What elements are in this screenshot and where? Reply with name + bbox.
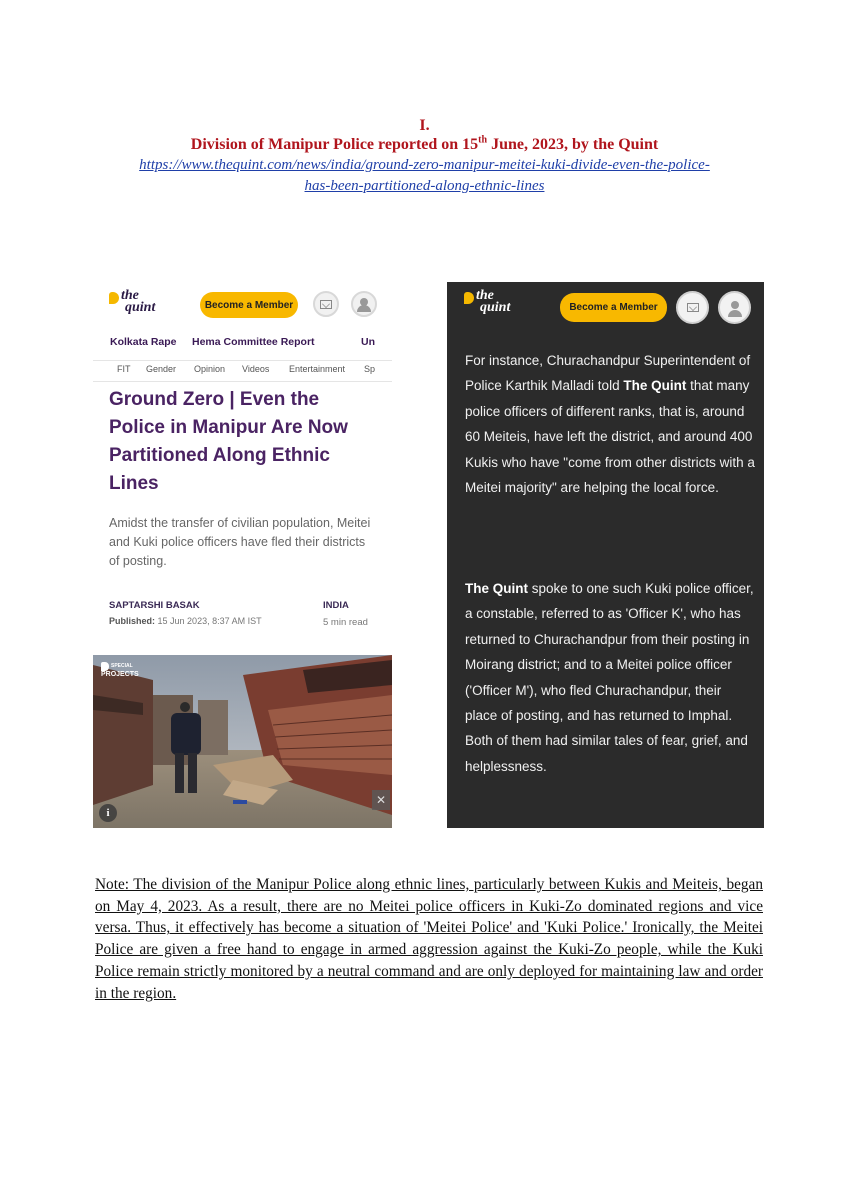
article-category[interactable]: INDIA	[323, 600, 349, 611]
quint-logo-mark-icon	[109, 292, 119, 304]
nav-item-entertainment[interactable]: Entertainment	[289, 364, 346, 374]
quint-logo-mark-icon	[464, 292, 474, 304]
source-link-line1[interactable]: https://www.thequint.com/news/india/ground-zero-manipur-meitei-kuki-divide-even-the-police-	[139, 157, 710, 173]
nav-item-opinion[interactable]: Opinion	[194, 364, 226, 374]
logo-word-quint: quint	[125, 300, 156, 315]
article-author[interactable]: SAPTARSHI BASAK	[109, 600, 200, 611]
profile-button[interactable]	[351, 291, 377, 317]
user-icon	[724, 297, 746, 319]
quint-mark-icon	[101, 662, 109, 671]
quint-logo[interactable]	[109, 290, 155, 314]
source-link[interactable]	[60, 155, 789, 197]
title-superscript: th	[478, 134, 488, 146]
para1-text-start: For instance, Churachandpur Superintendent of Police Karthik Malladi told	[465, 353, 751, 394]
badge-line2: PROJECTS	[101, 671, 139, 678]
profile-button[interactable]	[718, 291, 751, 324]
note-paragraph: Note: The division of the Manipur Police along ethnic lines, particularly between Kukis and Meiteis, began on May 4, 2023. As a result, there are no Meitei police officers in Kuki-Zo dominated regions and vice versa. Thus, it effectively has become a situation of 'Meitei Police' and 'Kuki Police.' Ironically, the Meitei Police are given a free hand to engage in armed aggression against the Kuki-Zo people, while the Kuki Police remain strictly monitored by a neutral command and are only deployed for maintaining law and order in the region.	[95, 876, 763, 1002]
info-icon[interactable]: i	[99, 804, 117, 822]
article-screenshot-right	[447, 282, 764, 828]
section-number: I.	[419, 117, 430, 134]
publish-info	[109, 616, 262, 626]
nav-item-gender[interactable]: Gender	[146, 364, 177, 374]
nav-item-truncated[interactable]: Un	[361, 336, 375, 348]
published-date: 15 Jun 2023, 8:37 AM IST	[157, 616, 262, 626]
become-member-button[interactable]: Become a Member	[560, 293, 667, 322]
article-paragraph-1	[465, 348, 755, 500]
article-hero-image	[93, 655, 392, 828]
newsletter-button[interactable]	[313, 291, 339, 317]
para1-brand: The Quint	[623, 378, 687, 394]
article-screenshot-left	[93, 282, 392, 828]
newsletter-button[interactable]	[676, 291, 709, 324]
quint-logo-dark[interactable]	[464, 290, 510, 314]
nav-item-hema-committee[interactable]: Hema Committee Report	[192, 336, 315, 348]
nav-item-kolkata-rape[interactable]: Kolkata Rape	[110, 336, 177, 348]
nav-item-truncated-2[interactable]: Sp	[364, 364, 376, 374]
para1-text-end: that many police officers of different ranks, that is, around 60 Meiteis, have left the district, and around 400 Kukis who have "come from other districts with a Meitei majority" are helping the local force.	[465, 378, 755, 496]
section-header	[60, 116, 789, 197]
logo-word-the: the	[121, 288, 139, 303]
logo-word-quint: quint	[480, 300, 511, 315]
source-link-line2[interactable]: has-been-partitioned-along-ethnic-lines	[304, 178, 545, 194]
nav-item-fit[interactable]: FIT	[117, 364, 131, 374]
badge-line1: SPECIAL	[111, 663, 133, 669]
close-icon[interactable]: ✕	[372, 790, 390, 810]
secondary-nav	[93, 361, 392, 382]
envelope-icon	[687, 303, 699, 312]
article-standfirst: Amidst the transfer of civilian population, Meitei and Kuki police officers have fled their districts of posting.	[109, 516, 371, 568]
special-projects-badge	[101, 662, 139, 679]
title-text-end: June, 2023, by the Quint	[487, 136, 659, 153]
para2-text: spoke to one such Kuki police officer, a constable, referred to as 'Officer K', who has returned to Churachandpur from their posting in Moirang district; and to a Meitei police officer ('Officer M'), who fled Churachandpur, their place of posting, and has returned to Imphal. Both of them had similar tales of fear, grief, and helplessness.	[465, 581, 754, 774]
envelope-icon	[320, 300, 332, 309]
read-time: 5 min read	[323, 617, 368, 628]
article-headline[interactable]: Ground Zero | Even the Police in Manipur Are Now Partitioned Along Ethnic Lines	[109, 389, 348, 494]
published-label: Published:	[109, 616, 156, 626]
section-title	[60, 135, 789, 155]
article-paragraph-2	[465, 576, 755, 779]
primary-nav	[93, 332, 392, 361]
title-text-start: Division of Manipur Police reported on 15	[190, 136, 479, 153]
para2-brand: The Quint	[465, 581, 528, 596]
logo-word-the: the	[476, 288, 494, 303]
become-member-button[interactable]: Become a Member	[200, 292, 298, 318]
nav-item-videos[interactable]: Videos	[242, 364, 270, 374]
street-scene-image	[93, 655, 392, 828]
